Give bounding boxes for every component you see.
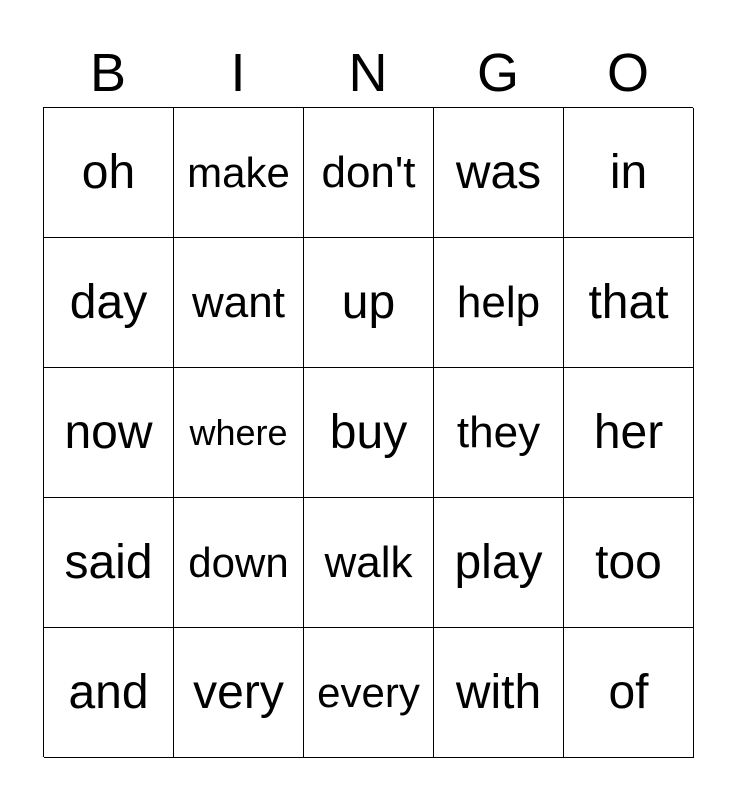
bingo-cell[interactable]: and bbox=[44, 628, 174, 758]
bingo-cell[interactable]: in bbox=[564, 108, 694, 238]
bingo-cell[interactable]: too bbox=[564, 498, 694, 628]
bingo-cell[interactable]: want bbox=[174, 238, 304, 368]
bingo-cell[interactable]: walk bbox=[304, 498, 434, 628]
bingo-cell[interactable]: play bbox=[434, 498, 564, 628]
header-letter-g: G bbox=[476, 43, 519, 103]
bingo-cell[interactable]: now bbox=[44, 368, 174, 498]
bingo-cell[interactable]: was bbox=[434, 108, 564, 238]
bingo-cell[interactable]: oh bbox=[44, 108, 174, 238]
bingo-cell[interactable]: where bbox=[174, 368, 304, 498]
bingo-cell[interactable]: her bbox=[564, 368, 694, 498]
bingo-cell[interactable]: very bbox=[174, 628, 304, 758]
bingo-cell[interactable]: down bbox=[174, 498, 304, 628]
header-letter-n: N bbox=[348, 43, 388, 103]
bingo-board bbox=[43, 107, 693, 757]
bingo-cell[interactable]: don't bbox=[304, 108, 434, 238]
bingo-cell[interactable]: they bbox=[434, 368, 564, 498]
bingo-header bbox=[43, 38, 693, 108]
bingo-cell[interactable]: said bbox=[44, 498, 174, 628]
bingo-cell[interactable]: that bbox=[564, 238, 694, 368]
bingo-cell[interactable]: make bbox=[174, 108, 304, 238]
bingo-cell[interactable]: every bbox=[304, 628, 434, 758]
bingo-cell[interactable]: buy bbox=[304, 368, 434, 498]
bingo-cell[interactable]: with bbox=[434, 628, 564, 758]
header-letter-i: I bbox=[230, 43, 246, 103]
bingo-cell[interactable]: day bbox=[44, 238, 174, 368]
header-letter-o: O bbox=[606, 43, 649, 103]
bingo-cell[interactable]: of bbox=[564, 628, 694, 758]
header-letter-b: B bbox=[89, 43, 127, 103]
bingo-cell[interactable]: help bbox=[434, 238, 564, 368]
bingo-cell[interactable]: up bbox=[304, 238, 434, 368]
